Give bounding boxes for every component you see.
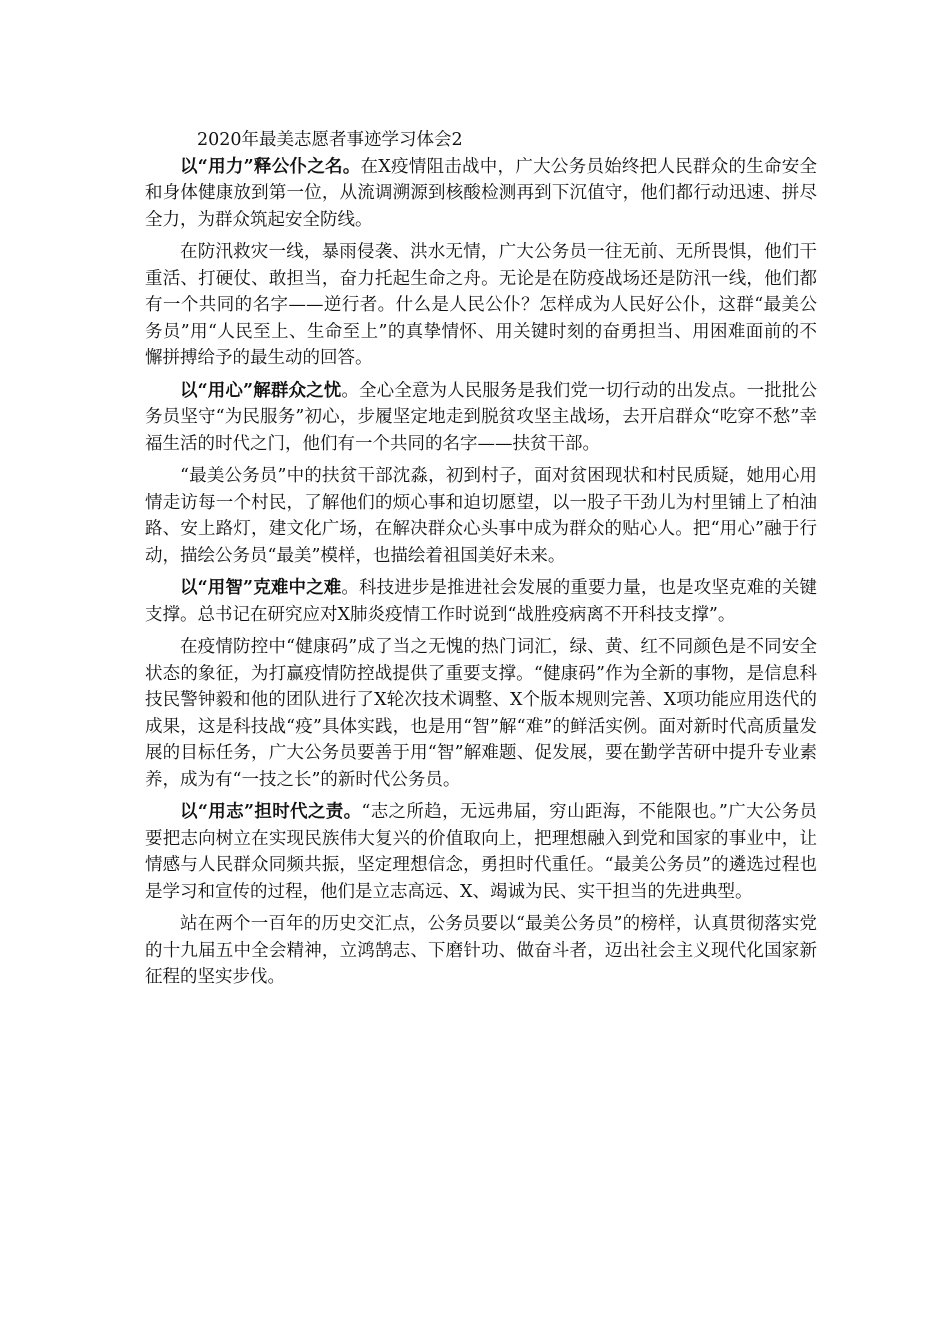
paragraph-4 <box>145 463 817 569</box>
paragraph-text: 。科技进步是推进社会发展的重要力量，也是攻坚克难的关键支撑。总书记在研究应对X肺炎疫情工作时说到“战胜疫病离不开科技支撑”。 <box>145 578 817 625</box>
paragraph-text: “志之所趋，无远弗届，穷山距海，不能限也。”广大公务员要把志向树立在实现民族伟大复兴的价值取向上，把理想融入到党和国家的事业中，让情感与人民群众同频共振，坚定理想信念，勇担时代重任。“最美公务员”的遴选过程也是学习和宣传的过程，他们是立志高远、X、竭诚为民、实干担当的先进典型。 <box>145 802 817 902</box>
paragraph-5 <box>145 575 817 628</box>
paragraph-lead: 以“用志”担时代之责。 <box>180 802 362 822</box>
paragraph-text: 站在两个一百年的历史交汇点，公务员要以“最美公务员”的榜样，认真贯彻落实党的十九届五中全会精神，立鸿鹄志、下磨针功、做奋斗者，迈出社会主义现代化国家新征程的坚实步伐。 <box>145 914 817 987</box>
paragraph-lead: 以“用力”释公仆之名。 <box>180 156 361 177</box>
document-title: 2020年最美志愿者事迹学习体会2 <box>197 130 463 150</box>
paragraph-lead: 以“用智”克难中之难 <box>180 578 342 598</box>
paragraph-6 <box>145 634 817 793</box>
document-page <box>145 127 817 997</box>
paragraph-2 <box>145 239 817 372</box>
paragraph-text: 。全心全意为人民服务是我们党一切行动的出发点。一批批公务员坚守“为民服务”初心，步履坚定地走到脱贫攻坚主战场，去开启群众“吃穿不愁”幸福生活的时代之门，他们有一个共同的名字——扶贫干部。 <box>145 380 817 454</box>
paragraph-text: 在疫情防控中“健康码”成了当之无愧的热门词汇，绿、黄、红不同颜色是不同安全状态的象征，为打赢疫情防控战提供了重要支撑。“健康码”作为全新的事物，是信息科技民警钟毅和他的团队进行了X轮次技术调整、X个版本规则完善、X项功能应用迭代的成果，这是科技战“疫”具体实践，也是用“智”解“难”的鲜活实例。面对新时代高质量发展的目标任务，广大公务员要善于用“智”解难题、促发展，要在勤学苦研中提升专业素养，成为有“一技之长”的新时代公务员。 <box>145 637 817 790</box>
paragraph-7 <box>145 799 817 905</box>
paragraph-text: “最美公务员”中的扶贫干部沈淼，初到村子，面对贫困现状和村民质疑，她用心用情走访每一个村民，了解他们的烦心事和迫切愿望，以一股子干劲儿为村里铺上了柏油路、安上路灯，建文化广场，在解决群众心头事中成为群众的贴心人。把“用心”融于行动，描绘公务员“最美”模样，也描绘着祖国美好未来。 <box>145 466 817 566</box>
paragraph-text: 在防汛救灾一线，暴雨侵袭、洪水无情，广大公务员一往无前、无所畏惧，他们干重活、打硬仗、敢担当，奋力托起生命之舟。无论是在防疫战场还是防汛一线，他们都有一个共同的名字——逆行者。什么是人民公仆？怎样成为人民好公仆，这群“最美公务员”用“人民至上、生命至上”的真挚情怀、用关键时刻的奋勇担当、用困难面前的不懈拼搏给予的最生动的回答。 <box>145 242 817 368</box>
paragraph-8 <box>145 911 817 991</box>
paragraph-text: 在X疫情阻击战中，广大公务员始终把人民群众的生命安全和身体健康放到第一位，从流调溯源到核酸检测再到下沉值守，他们都行动迅速、拼尽全力，为群众筑起安全防线。 <box>145 156 817 230</box>
paragraph-3 <box>145 378 817 458</box>
paragraph-lead: 以“用心”解群众之忧 <box>180 380 342 401</box>
paragraph-1 <box>145 154 817 234</box>
